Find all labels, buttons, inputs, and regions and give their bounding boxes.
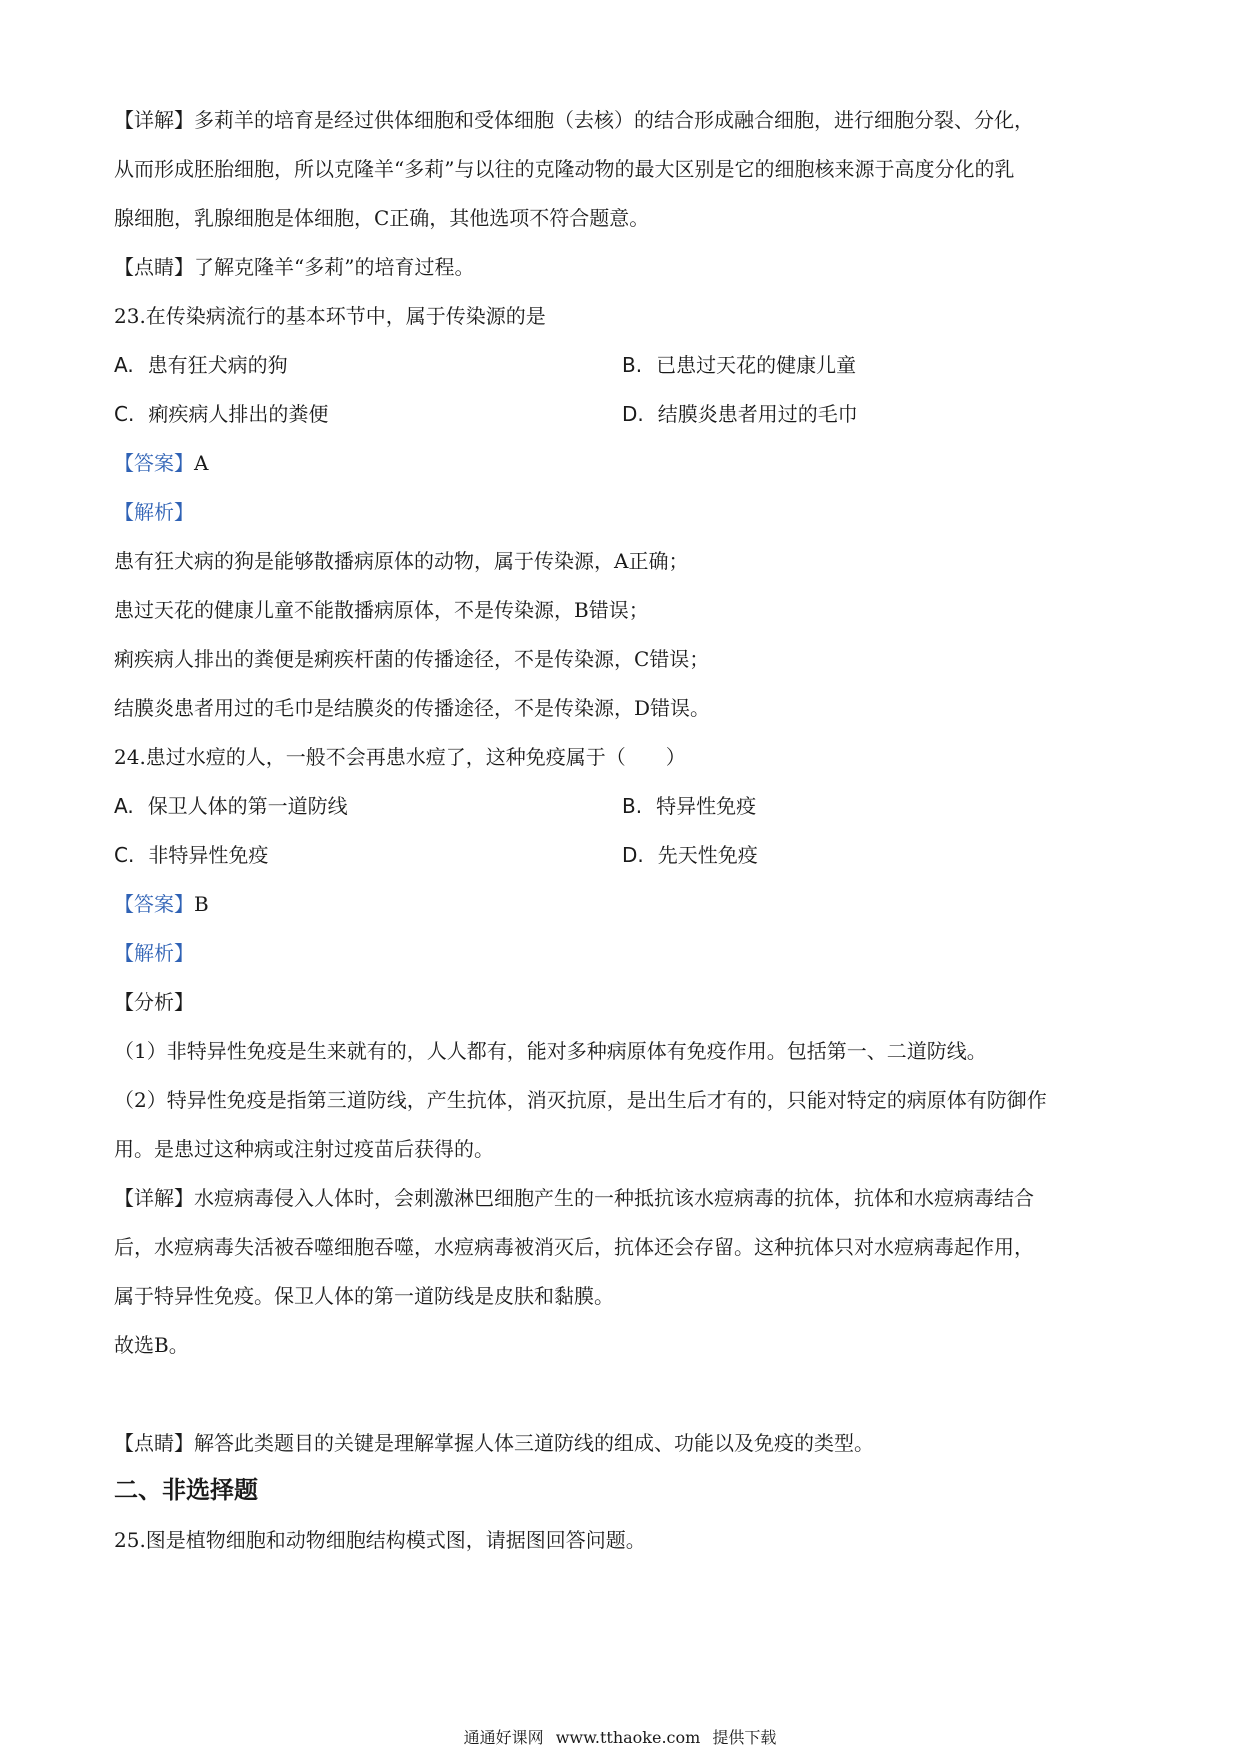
q24-answer [114, 890, 1134, 918]
q24-stem: 24.患过水痘的人，一般不会再患水痘了，这种免疫属于（ ） [114, 745, 686, 769]
q24-comment: 【点睛】解答此类题目的关键是理解掌握人体三道防线的组成、功能以及免疫的类型。 [114, 1431, 874, 1455]
q23-option-b: B. 已患过天花的健康儿童 [622, 353, 857, 377]
q24-detail-line-1: 【详解】水痘病毒侵入人体时，会刺激淋巴细胞产生的一种抵抗该水痘病毒的抗体，抗体和水痘病毒结合 [114, 1186, 1034, 1210]
q24-option-b: B. 特异性免疫 [622, 794, 757, 818]
q22-detail-line-2: 从而形成胚胎细胞，所以克隆羊“多莉”与以往的克隆动物的最大区别是它的细胞核来源于高度分化的乳 [114, 157, 1015, 181]
section-title: 二、非选择题 [114, 1476, 258, 1504]
q25-stem: 25.图是植物细胞和动物细胞结构模式图，请据图回答问题。 [114, 1528, 646, 1552]
q23-answer [114, 449, 1134, 477]
page-footer [0, 1727, 1240, 1749]
q23-analysis-line: 结膜炎患者用过的毛巾是结膜炎的传播途径，不是传染源，D错误。 [114, 696, 711, 720]
q24-detail-line-3: 属于特异性免疫。保卫人体的第一道防线是皮肤和黏膜。 [114, 1284, 614, 1308]
q24-option-a: A. 保卫人体的第一道防线 [114, 794, 348, 818]
q23-answer-tag: 【答案】 [114, 451, 194, 475]
q23-analysis-line: 患有狂犬病的狗是能够散播病原体的动物，属于传染源，A正确； [114, 549, 689, 573]
q24-answer-tag: 【答案】 [114, 892, 194, 916]
q23-answer-value: A [194, 451, 209, 475]
q23-analysis-tag: 【解析】 [114, 500, 194, 524]
q23-analysis-line: 痢疾病人排出的粪便是痢疾杆菌的传播途径，不是传染源，C错误； [114, 647, 710, 671]
q23-stem: 23.在传染病流行的基本环节中，属于传染源的是 [114, 304, 546, 328]
q24-fenxi-line-1: （1）非特异性免疫是生来就有的，人人都有，能对多种病原体有免疫作用。包括第一、二道防线。 [114, 1039, 987, 1063]
q23-option-c: C. 痢疾病人排出的粪便 [114, 402, 329, 426]
q24-comment-tag: 【点睛】 [114, 1431, 194, 1455]
q22-detail-line-1: 【详解】多莉羊的培育是经过供体细胞和受体细胞（去核）的结合形成融合细胞，进行细胞分裂、分化， [114, 108, 1034, 132]
q23-option-a: A. 患有狂犬病的狗 [114, 353, 288, 377]
q24-fenxi-line-2a: （2）特异性免疫是指第三道防线，产生抗体，消灭抗原，是出生后才有的，只能对特定的病原体有防御作 [114, 1088, 1047, 1112]
q22-detail-tag: 【详解】 [114, 108, 194, 132]
footer-suffix: 提供下载 [712, 1728, 777, 1747]
q23-analysis-line: 患过天花的健康儿童不能散播病原体，不是传染源，B错误； [114, 598, 649, 622]
q24-choose: 故选B。 [114, 1333, 189, 1357]
q24-fenxi-tag: 【分析】 [114, 990, 194, 1014]
q22-detail-line-3: 腺细胞，乳腺细胞是体细胞，C正确，其他选项不符合题意。 [114, 206, 650, 230]
q24-answer-value: B [194, 892, 209, 916]
q24-detail-tag: 【详解】 [114, 1186, 194, 1210]
q22-comment-tag: 【点睛】 [114, 255, 194, 279]
q24-option-d: D. 先天性免疫 [622, 843, 758, 867]
footer-url[interactable]: www.tthaoke.com [555, 1728, 701, 1747]
footer-site-name: 通通好课网 [463, 1728, 544, 1747]
q24-detail-line-2: 后，水痘病毒失活被吞噬细胞吞噬，水痘病毒被消灭后，抗体还会存留。这种抗体只对水痘病毒起作用， [114, 1235, 1034, 1259]
q24-option-c: C. 非特异性免疫 [114, 843, 269, 867]
q24-fenxi-line-2b: 用。是患过这种病或注射过疫苗后获得的。 [114, 1137, 494, 1161]
q24-analysis-tag: 【解析】 [114, 941, 194, 965]
q22-comment: 【点睛】了解克隆羊“多莉”的培育过程。 [114, 255, 475, 279]
q23-option-d: D. 结膜炎患者用过的毛巾 [622, 402, 858, 426]
